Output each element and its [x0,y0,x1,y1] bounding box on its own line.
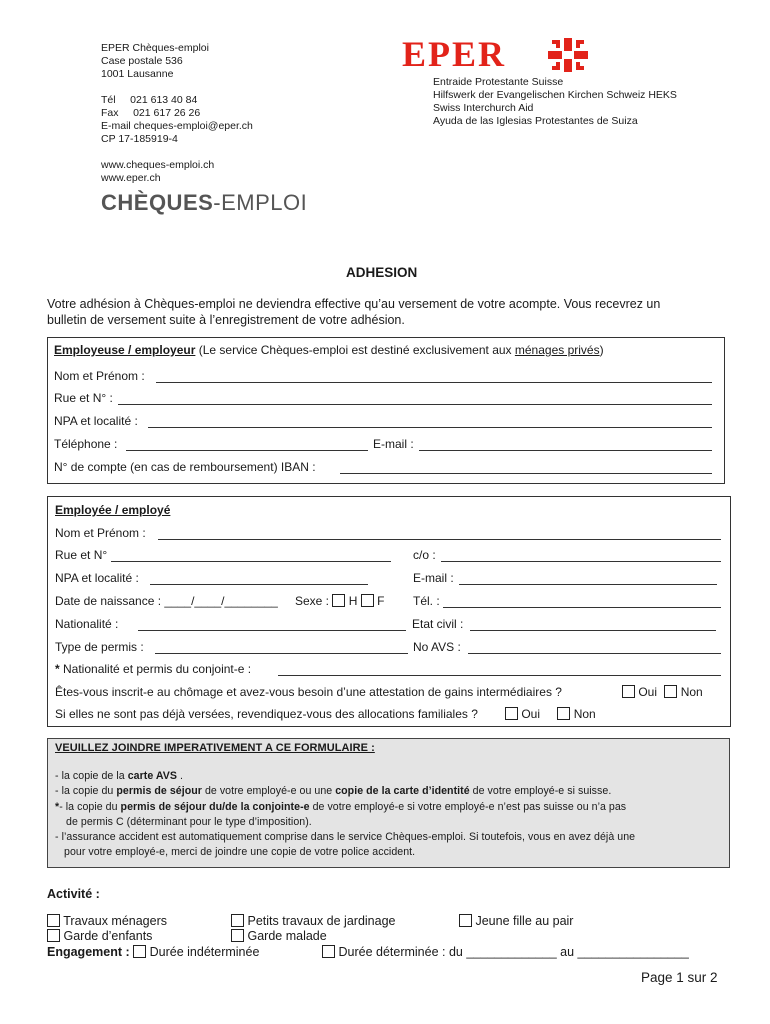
organization-names [433,76,677,128]
employee-name-field[interactable] [158,539,721,540]
employer-heading [54,343,604,357]
contact-line: Tél 021 613 40 84 [101,94,198,106]
notice-asterisk: * [55,801,60,813]
contact-line: Fax 021 617 26 26 [101,107,201,119]
notice-text: de votre employé-e si suisse. [469,785,612,797]
notice-item-spouse-permit [55,801,626,813]
fixed-duration-checkbox[interactable] [322,945,335,958]
intro-text [47,296,660,328]
childcare-label: Garde d’enfants [63,929,153,943]
notice-item-insurance: - l’assurance accident est automatiquement comprise dans le service Chèques-emploi. Si toutefois, vous en avez déjà une [55,831,636,843]
childcare-checkbox[interactable] [47,929,60,942]
sex-label: Sexe : [295,594,330,608]
allowances-non-label: Non [573,707,596,721]
employer-name-field[interactable] [156,382,712,383]
employee-email-label: E-mail : [413,571,454,585]
employee-nationality-field[interactable] [138,630,406,631]
address-line: EPER Chèques-emploi [101,42,209,54]
aupair-label: Jeune fille au pair [475,914,574,928]
activity-gardening [231,914,396,928]
employee-avs-label: No AVS : [413,640,461,654]
employee-civil-field[interactable] [470,630,716,631]
employee-permit-label: Type de permis : [55,640,144,654]
unemployment-question: Êtes-vous inscrit-e au chômage et avez-vous besoin d’une attestation de gains intermédiaires ? [55,685,562,699]
employer-street-field[interactable] [118,404,712,405]
employer-city-label: NPA et localité : [54,414,138,428]
notice-text: - la copie du [55,785,117,797]
employer-city-field[interactable] [148,427,712,428]
employer-note: (Le service Chèques-emploi est destiné exclusivement aux [195,343,515,357]
spouse-asterisk: * [55,662,60,676]
employee-sex-group [295,594,384,608]
notice-bold: carte AVS [127,770,178,782]
employee-tel-field[interactable] [443,607,721,608]
employee-dob-field[interactable]: Date de naissance : ____/____/________ [55,594,278,608]
housework-checkbox[interactable] [47,914,60,927]
allowances-non-checkbox[interactable] [557,707,570,720]
page-title: ADHESION [346,265,418,280]
employer-iban-label: N° de compte (en cas de remboursement) IBAN : [54,460,316,474]
notice-item-avs [55,770,183,782]
brand-bold: CHÈQUES [101,190,214,215]
notice-text: de votre employé-e ou une [201,785,336,797]
employee-co-label: c/o : [413,548,436,562]
contact-line: CP 17-185919-4 [101,133,178,145]
notice-bold: copie de la carte d’identité [335,785,470,797]
sex-f-checkbox[interactable] [361,594,374,607]
activity-heading: Activité : [47,887,100,901]
page-number: Page 1 sur 2 [641,970,718,985]
address-block [101,42,253,185]
website-link[interactable]: www.eper.ch [101,172,161,184]
allowances-oui-label: Oui [521,707,541,721]
employee-name-label: Nom et Prénom : [55,526,146,540]
eper-cross-icon [548,38,588,72]
org-name-de: Hilfswerk der Evangelischen Kirchen Schweiz HEKS [433,89,677,101]
employer-phone-label: Téléphone : [54,437,118,451]
notice-bold: permis de séjour [116,785,202,797]
intro-line: Votre adhésion à Chèques-emploi ne deviendra effective qu’au versement de votre acompte. Vous recevrez un [47,297,661,311]
gardening-checkbox[interactable] [231,914,244,927]
employee-email-field[interactable] [459,584,717,585]
employee-nationality-label: Nationalité : [55,617,119,631]
notice-text: - la copie de la [55,770,128,782]
allowances-oui-checkbox[interactable] [505,707,518,720]
fixed-duration-label: Durée déterminée : du _____________ au ________________ [338,945,689,959]
contact-line: E-mail cheques-emploi@eper.ch [101,120,253,132]
activity-childcare [47,929,152,943]
notice-heading: VEUILLEZ JOINDRE IMPERATIVEMENT A CE FORMULAIRE : [55,742,375,754]
activity-aupair [459,914,573,928]
employer-iban-field[interactable] [340,473,712,474]
notice-text: . [177,770,184,782]
notice-item-permit [55,785,611,797]
unemployment-non-checkbox[interactable] [664,685,677,698]
notice-text: de votre employé-e si votre employé-e n’est pas suisse ou n’a pas [309,801,627,813]
employee-city-field[interactable] [150,584,368,585]
aupair-checkbox[interactable] [459,914,472,927]
employer-phone-field[interactable] [126,450,368,451]
cheques-emploi-logo [101,190,307,216]
website-link[interactable]: www.cheques-emploi.ch [101,159,215,171]
employer-note-link: ménages privés [514,343,600,357]
notice-item-spouse-permit-cont: de permis C (déterminant pour le type d’imposition). [66,816,312,828]
employer-note-end: ) [599,343,604,357]
activity-sickcare [231,929,327,943]
employer-heading-label: Employeuse / employeur [54,343,196,357]
notice-bold: permis de séjour du/de la conjointe-e [120,801,310,813]
org-name-en: Swiss Interchurch Aid [433,102,534,114]
indefinite-checkbox[interactable] [133,945,146,958]
employee-street-label: Rue et N° [55,548,108,562]
engagement-row [47,945,259,959]
sickcare-checkbox[interactable] [231,929,244,942]
gardening-label: Petits travaux de jardinage [247,914,396,928]
employer-email-label: E-mail : [373,437,414,451]
allowances-options [505,707,596,721]
employee-spouse-label [55,662,251,676]
allowances-question: Si elles ne sont pas déjà versées, revendiquez-vous des allocations familiales ? [55,707,478,721]
org-name-es: Ayuda de las Iglesias Protestantes de Suiza [433,115,638,127]
sickcare-label: Garde malade [247,929,327,943]
employee-city-label: NPA et localité : [55,571,139,585]
org-name-fr: Entraide Protestante Suisse [433,76,564,88]
employer-email-field[interactable] [419,450,712,451]
spouse-text: Nationalité et permis du conjoint-e : [59,662,252,676]
unemployment-options [622,685,703,699]
unemployment-oui-checkbox[interactable] [622,685,635,698]
notice-item-insurance-cont: pour votre employé-e, merci de joindre une copie de votre police accident. [64,846,416,858]
employee-street-field[interactable] [111,561,391,562]
indefinite-label: Durée indéterminée [149,945,260,959]
employee-spouse-field[interactable] [278,675,721,676]
employer-street-label: Rue et N° : [54,391,113,405]
engagement-label: Engagement : [47,945,130,959]
housework-label: Travaux ménagers [63,914,167,928]
employee-civil-label: Etat civil : [412,617,464,631]
employee-tel-label: Tél. : [413,594,440,608]
unemployment-oui-label: Oui [638,685,658,699]
intro-line: bulletin de versement suite à l’enregistrement de votre adhésion. [47,313,405,327]
sex-f-label: F [377,594,385,608]
employee-avs-field[interactable] [468,653,721,654]
eper-logo-text: EPER [402,34,507,74]
unemployment-non-label: Non [680,685,703,699]
employee-co-field[interactable] [441,561,721,562]
brand-light: -EMPLOI [213,190,308,215]
activity-housework [47,914,167,928]
address-line: Case postale 536 [101,55,183,67]
sex-h-checkbox[interactable] [332,594,345,607]
employer-name-label: Nom et Prénom : [54,369,145,383]
sex-h-label: H [348,594,358,608]
address-line: 1001 Lausanne [101,68,174,80]
fixed-duration-row [322,945,689,959]
employee-permit-field[interactable] [155,653,408,654]
employee-heading: Employée / employé [55,503,171,517]
notice-text: - la copie du [59,801,121,813]
